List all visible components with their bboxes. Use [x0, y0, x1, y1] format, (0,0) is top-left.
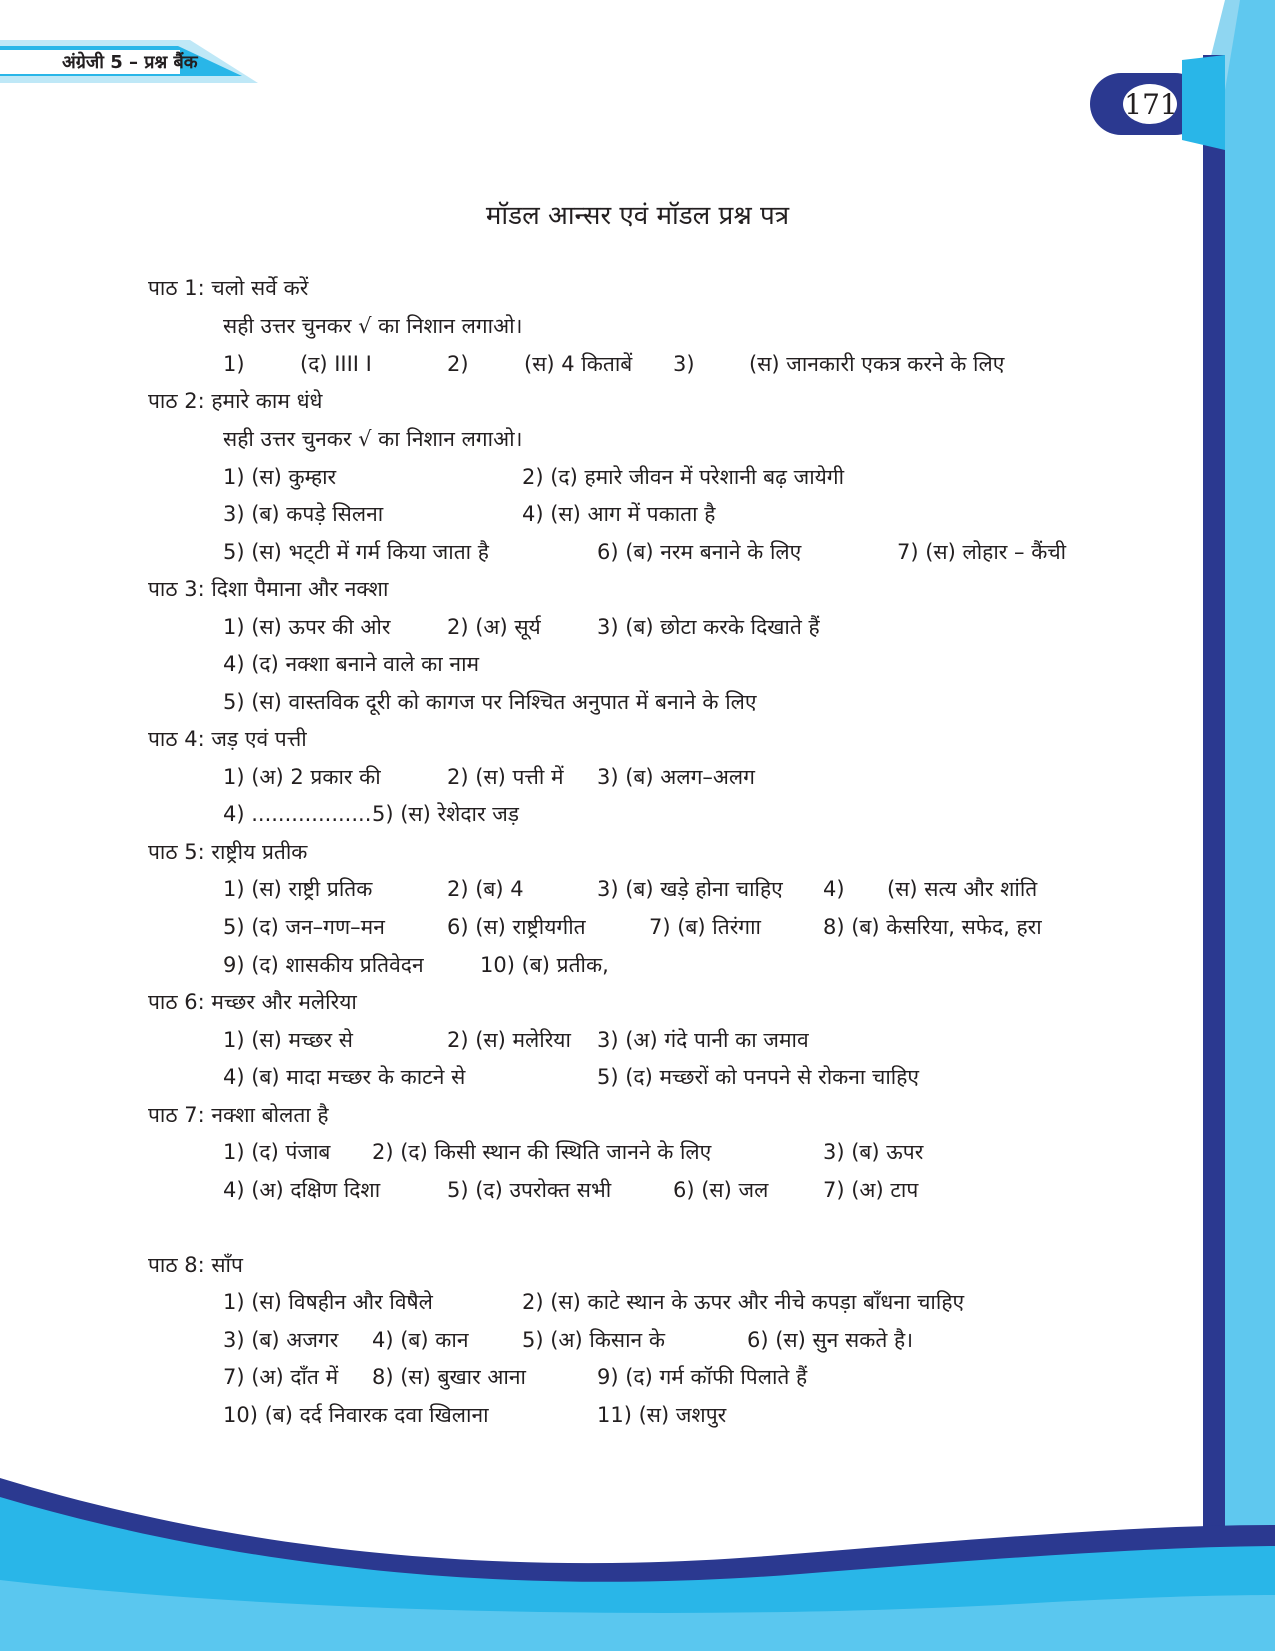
lesson-heading: पाठ 1: चलो सर्वे करें	[148, 276, 309, 300]
right-band	[1225, 0, 1275, 1651]
answer-item: (स) 4 किताबें	[524, 352, 633, 376]
answer-item: 4)	[823, 877, 845, 901]
answer-item: (स) जानकारी एकत्र करने के लिए	[749, 352, 1005, 376]
answer-item: 1) (द) पंजाब	[223, 1140, 331, 1164]
answer-item: 2) (स) पत्ती में	[447, 765, 564, 789]
answer-item: 4) ..................	[223, 802, 372, 826]
answer-item: 6) (ब) नरम बनाने के लिए	[597, 540, 802, 564]
lesson-heading: पाठ 5: राष्ट्रीय प्रतीक	[148, 840, 308, 864]
answer-item: 1) (स) मच्छर से	[223, 1028, 353, 1052]
lesson-heading: पाठ 7: नक्शा बोलता है	[148, 1103, 329, 1127]
answer-item: 5) (स) रेशेदार जड़	[372, 802, 520, 826]
page-title: मॉडल आन्सर एवं मॉडल प्रश्न पत्र	[485, 201, 790, 231]
answer-item: 4) (अ) दक्षिण दिशा	[223, 1178, 381, 1202]
answer-item: 1) (अ) 2 प्रकार की	[223, 765, 381, 789]
answer-item: 6) (स) जल	[673, 1178, 769, 1202]
answer-item: 1) (स) राष्ट्री प्रतिक	[223, 877, 373, 901]
answer-item: 3) (ब) खड़े होना चाहिए	[597, 877, 783, 901]
answer-item: 2) (स) मलेरिया	[447, 1028, 571, 1052]
answer-item: 9) (द) शासकीय प्रतिवेदन	[223, 953, 424, 977]
answer-item: 7) (अ) टाप	[823, 1178, 919, 1202]
answer-item: 5) (स) भट्‌टी में गर्म किया जाता है	[223, 540, 489, 564]
page-number: 171	[1124, 88, 1178, 121]
answer-item: 3) (अ) गंदे पानी का जमाव	[597, 1028, 809, 1052]
answer-item: 8) (ब) केसरिया, सफेद, हरा	[823, 915, 1042, 939]
answer-item: 5) (द) उपरोक्त सभी	[447, 1178, 612, 1202]
lesson-heading: पाठ 3: दिशा पैमाना और नक्शा	[148, 577, 389, 601]
lesson-heading: पाठ 8: साँप	[148, 1253, 243, 1277]
answer-item: 1) (स) कुम्हार	[223, 465, 337, 489]
answer-item-text: (द) IIII I	[300, 352, 372, 376]
answer-item: 3) (ब) अलग–अलग	[597, 765, 755, 789]
answer-item: 5) (स) वास्तविक दूरी को कागज पर निश्चित अनुपात में बनाने के लिए	[223, 690, 757, 714]
answer-item: 1)	[223, 352, 245, 376]
answer-item: 4) (ब) कान	[372, 1328, 469, 1352]
answer-item: 2) (द) हमारे जीवन में परेशानी बढ़ जायेगी	[522, 465, 845, 489]
answer-item: 5) (द) जन–गण–मन	[223, 915, 385, 939]
answer-item: 6) (स) सुन सकते है।	[747, 1328, 914, 1352]
answer-item: 6) (स) राष्ट्रीयगीत	[447, 915, 586, 939]
lesson-heading: पाठ 6: मच्छर और मलेरिया	[148, 990, 357, 1014]
instruction-line: सही उत्तर चुनकर √ का निशान लगाओ।	[223, 314, 523, 338]
answer-item	[300, 349, 372, 379]
answer-item: 4) (ब) मादा मच्छर के काटने से	[223, 1065, 466, 1089]
answer-item: 3) (ब) कपड़े सिलना	[223, 502, 384, 526]
answer-item: 1) (स) विषहीन और विषैले	[223, 1290, 433, 1314]
answer-item: 7) (ब) तिरंगाा	[649, 915, 761, 939]
answer-item: 3)	[673, 352, 695, 376]
lesson-heading: पाठ 2: हमारे काम धंधे	[148, 389, 323, 413]
answer-item: 7) (स) लोहार – कैंची	[897, 540, 1067, 564]
answer-item: 3) (ब) छोटा करके दिखाते हैं	[597, 615, 820, 639]
book-title: अंग्रेजी 5 – प्रश्न बैंक	[62, 52, 198, 73]
answer-item: 4) (स) आग में पकाता है	[522, 502, 716, 526]
answer-item: 1) (स) ऊपर की ओर	[223, 615, 391, 639]
answer-item: 5) (अ) किसान के	[522, 1328, 665, 1352]
answer-item: 11) (स) जशपुर	[597, 1403, 727, 1427]
answer-item: (स) सत्य और शांति	[887, 877, 1038, 901]
answer-item: 2) (अ) सूर्य	[447, 615, 541, 639]
answer-item: 2) (स) काटे स्थान के ऊपर और नीचे कपड़ा बाँधना चाहिए	[522, 1290, 965, 1314]
answer-item: 10) (ब) दर्द निवारक दवा खिलाना	[223, 1403, 489, 1427]
lesson-heading: पाठ 4: जड़ एवं पत्ती	[148, 727, 307, 751]
answer-item: 2) (द) किसी स्थान की स्थिति जानने के लिए	[372, 1140, 712, 1164]
answer-item: 10) (ब) प्रतीक,	[480, 953, 609, 977]
answer-item: 9) (द) गर्म कॉफी पिलाते हैं	[597, 1365, 808, 1389]
answer-item: 3) (ब) ऊपर	[823, 1140, 924, 1164]
answer-item: 8) (स) बुखार आना	[372, 1365, 526, 1389]
answer-item: 4) (द) नक्शा बनाने वाले का नाम	[223, 652, 480, 676]
answer-item: 3) (ब) अजगर	[223, 1328, 339, 1352]
answer-item: 2)	[447, 352, 469, 376]
answer-item: 2) (ब) 4	[447, 877, 524, 901]
answer-item: 7) (अ) दाँत में	[223, 1365, 339, 1389]
answer-item: 5) (द) मच्छरों को पनपने से रोकना चाहिए	[597, 1065, 920, 1089]
instruction-line: सही उत्तर चुनकर √ का निशान लगाओ।	[223, 427, 523, 451]
right-navy-stripe	[1203, 55, 1225, 1555]
